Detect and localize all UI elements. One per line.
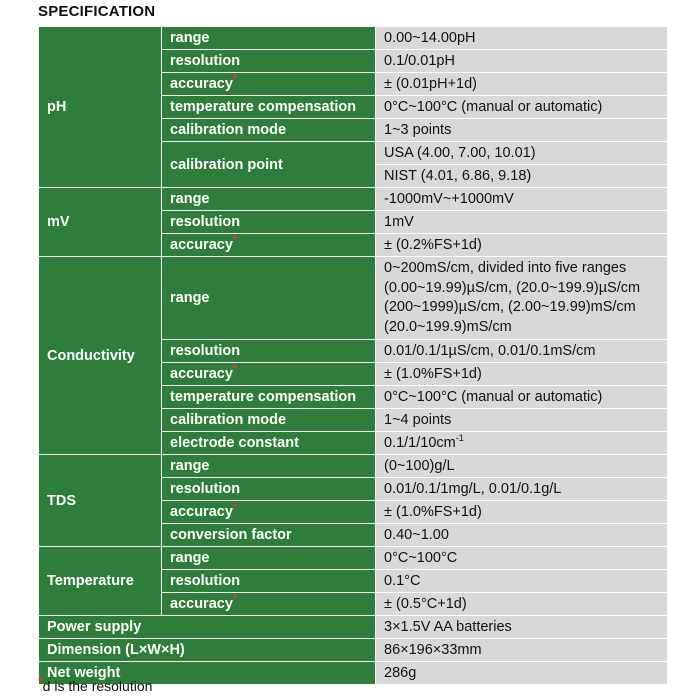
dimension-value: 86×196×33mm (376, 639, 668, 662)
param-label: range (162, 547, 376, 570)
power-supply-label: Power supply (39, 616, 376, 639)
range-line: (20.0~199.9)mS/cm (384, 318, 512, 335)
param-label: accuracy (170, 237, 233, 253)
param-value: 1~4 points (376, 409, 668, 432)
param-value: ± (0.01pH+1d) (376, 73, 668, 96)
param-label-cell (162, 593, 376, 616)
asterisk-marker: * (232, 501, 238, 514)
range-line: (0.00~19.99)µS/cm, (20.0~199.9)µS/cm (384, 279, 641, 296)
param-value: 0°C~100°C (376, 547, 668, 570)
category-ph: pH (39, 27, 162, 188)
param-value: 0.40~1.00 (376, 524, 668, 547)
param-label-cell (162, 363, 376, 386)
param-value: 0.1/1/10cm (384, 435, 456, 451)
param-label-cell (162, 501, 376, 524)
param-value: 0.01/0.1/1mg/L, 0.01/0.1g/L (376, 478, 668, 501)
page-title: SPECIFICATION (38, 3, 156, 20)
range-line: 0~200mS/cm, divided into five ranges (384, 260, 627, 276)
param-label: electrode constant (162, 432, 376, 455)
param-value-multiline (376, 257, 668, 340)
asterisk-marker: * (38, 674, 43, 689)
param-value: ± (1.0%FS+1d) (376, 501, 668, 524)
category-tds: TDS (39, 455, 162, 547)
asterisk-marker: * (232, 593, 238, 606)
table-row (39, 455, 668, 478)
param-label: calibration point (162, 142, 376, 188)
param-label: calibration mode (162, 409, 376, 432)
asterisk-marker: * (232, 73, 238, 86)
param-label: resolution (162, 478, 376, 501)
category-conductivity: Conductivity (39, 257, 162, 455)
asterisk-marker: * (232, 234, 238, 247)
net-weight-label: Net weight (39, 662, 376, 685)
param-label: calibration mode (162, 119, 376, 142)
table-row (39, 27, 668, 50)
superscript: -1 (455, 433, 464, 444)
param-label: temperature compensation (162, 386, 376, 409)
param-label: range (162, 188, 376, 211)
param-label: conversion factor (162, 524, 376, 547)
param-value: ± (0.2%FS+1d) (376, 234, 668, 257)
param-value: 0°C~100°C (manual or automatic) (376, 386, 668, 409)
category-temperature: Temperature (39, 547, 162, 616)
param-value-cell (376, 432, 668, 455)
param-label: accuracy (170, 504, 233, 520)
param-label: temperature compensation (162, 96, 376, 119)
net-weight-value: 286g (376, 662, 668, 685)
param-label: range (162, 257, 376, 340)
param-value: 1~3 points (376, 119, 668, 142)
dimension-label: Dimension (L×W×H) (39, 639, 376, 662)
table-row (39, 188, 668, 211)
param-value: 0°C~100°C (manual or automatic) (376, 96, 668, 119)
param-value: 0.1/0.01pH (376, 50, 668, 73)
table-row (39, 616, 668, 639)
param-value: 1mV (376, 211, 668, 234)
param-value: 0.1°C (376, 570, 668, 593)
table-row (39, 257, 668, 340)
param-label: resolution (162, 340, 376, 363)
range-line: (200~1999)µS/cm, (2.00~19.99)mS/cm (384, 299, 636, 315)
param-label: resolution (162, 211, 376, 234)
param-value: USA (4.00, 7.00, 10.01) (376, 142, 668, 165)
param-label: range (162, 27, 376, 50)
category-mv: mV (39, 188, 162, 257)
table-row (39, 547, 668, 570)
param-label-cell (162, 73, 376, 96)
param-value: ± (1.0%FS+1d) (376, 363, 668, 386)
param-label: resolution (162, 50, 376, 73)
param-value: NIST (4.01, 6.86, 9.18) (376, 165, 668, 188)
param-value: 0.00~14.00pH (376, 27, 668, 50)
param-value: ± (0.5°C+1d) (376, 593, 668, 616)
param-label: accuracy (170, 76, 233, 92)
spec-table (38, 26, 668, 685)
param-label-cell (162, 234, 376, 257)
param-label: resolution (162, 570, 376, 593)
param-value: (0~100)g/L (376, 455, 668, 478)
power-supply-value: 3×1.5V AA batteries (376, 616, 668, 639)
param-label: accuracy (170, 596, 233, 612)
footnote (38, 674, 153, 694)
param-value: 0.01/0.1/1µS/cm, 0.01/0.1mS/cm (376, 340, 668, 363)
param-value: -1000mV~+1000mV (376, 188, 668, 211)
asterisk-marker: * (232, 363, 238, 376)
table-row (39, 639, 668, 662)
param-label: accuracy (170, 366, 233, 382)
param-label: range (162, 455, 376, 478)
footnote-text: d is the resolution (42, 678, 153, 694)
